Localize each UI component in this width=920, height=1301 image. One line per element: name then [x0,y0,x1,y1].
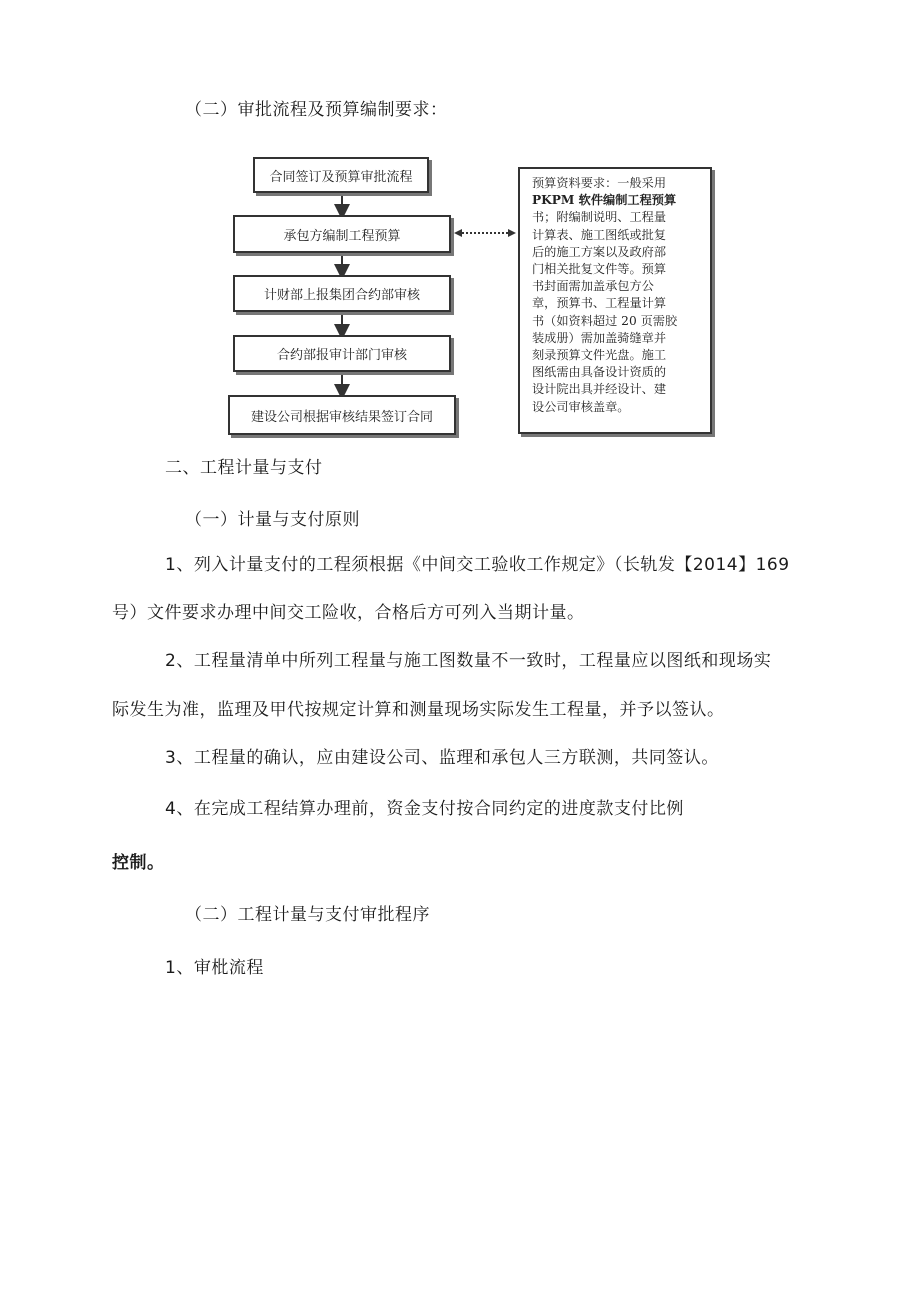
flowchart-connectors [0,0,920,460]
paragraph-4-line-1: 4、在完成工程结算办理前，资金支付按合同约定的进度款支付比例 [165,799,684,819]
paragraph-1-line-2: 号）文件要求办理中间交工险收，合格后方可列入当期计量。 [112,603,585,623]
flow-step-4: 合约部报审计部门审核 [233,335,451,372]
heading-budget-requirements: （二）审批流程及预算编制要求： [185,100,448,120]
paragraph-4-line-2: 控制。 [112,853,165,873]
note-line: 装成册）需加盖骑缝章并 [532,330,667,345]
note-line: 书（如资料超过 20 页需胶 [532,313,678,328]
note-line: 书；附编制说明、工程量 [532,210,667,225]
note-line: 刻录预算文件光盘。施工 [532,348,667,363]
paragraph-1-line-1: 1、列入计量支付的工程须根据《中间交工验收工作规定》（长轨发【2014】169 [165,555,790,575]
paragraph-2-line-2: 际发生为准，监理及甲代按规定计算和测量现场实际发生工程量，并予以签认。 [112,700,725,720]
note-line: 书封面需加盖承包方公 [532,279,654,294]
item-approval-flow: 1、审枇流程 [165,958,264,978]
flow-step-3: 计财部上报集团合约部审核 [233,275,451,312]
note-line: 计算表、施工图纸或批复 [532,227,667,242]
section-measurement-payment: 二、工程计量与支付 [165,458,323,478]
flow-step-2: 承包方编制工程预算 [233,215,451,253]
dotted-link-right-head [508,229,516,237]
note-line: 图纸需由具备设计资质的 [532,365,667,380]
note-line: 门相关批复文件等。预算 [532,262,667,277]
paragraph-3: 3、工程量的确认，应由建设公司、监理和承包人三方联测，共同签认。 [165,748,719,768]
subsection-approval-procedure: （二）工程计量与支付审批程序 [185,905,430,925]
budget-materials-note [518,167,712,434]
subsection-principles: （一）计量与支付原则 [185,510,360,530]
flow-step-5: 建设公司根据审核结果签订合同 [228,395,456,435]
paragraph-2-line-1: 2、工程量清单中所列工程量与施工图数量不一致时，工程量应以图纸和现场实 [165,651,772,671]
note-line: 设公司审核盖章。 [532,399,630,414]
note-line: 预算资料要求：一般采用 [532,176,667,190]
note-line: 后的施工方案以及政府部 [532,244,667,259]
dotted-link-left-head [454,229,462,237]
note-line: PKPM 软件编制工程预算 [532,193,677,208]
flow-step-1: 合同签订及预算审批流程 [253,157,429,193]
note-line: 设计院出具并经设计、建 [532,382,667,397]
note-line: 章，预算书、工程量计算 [532,296,667,311]
